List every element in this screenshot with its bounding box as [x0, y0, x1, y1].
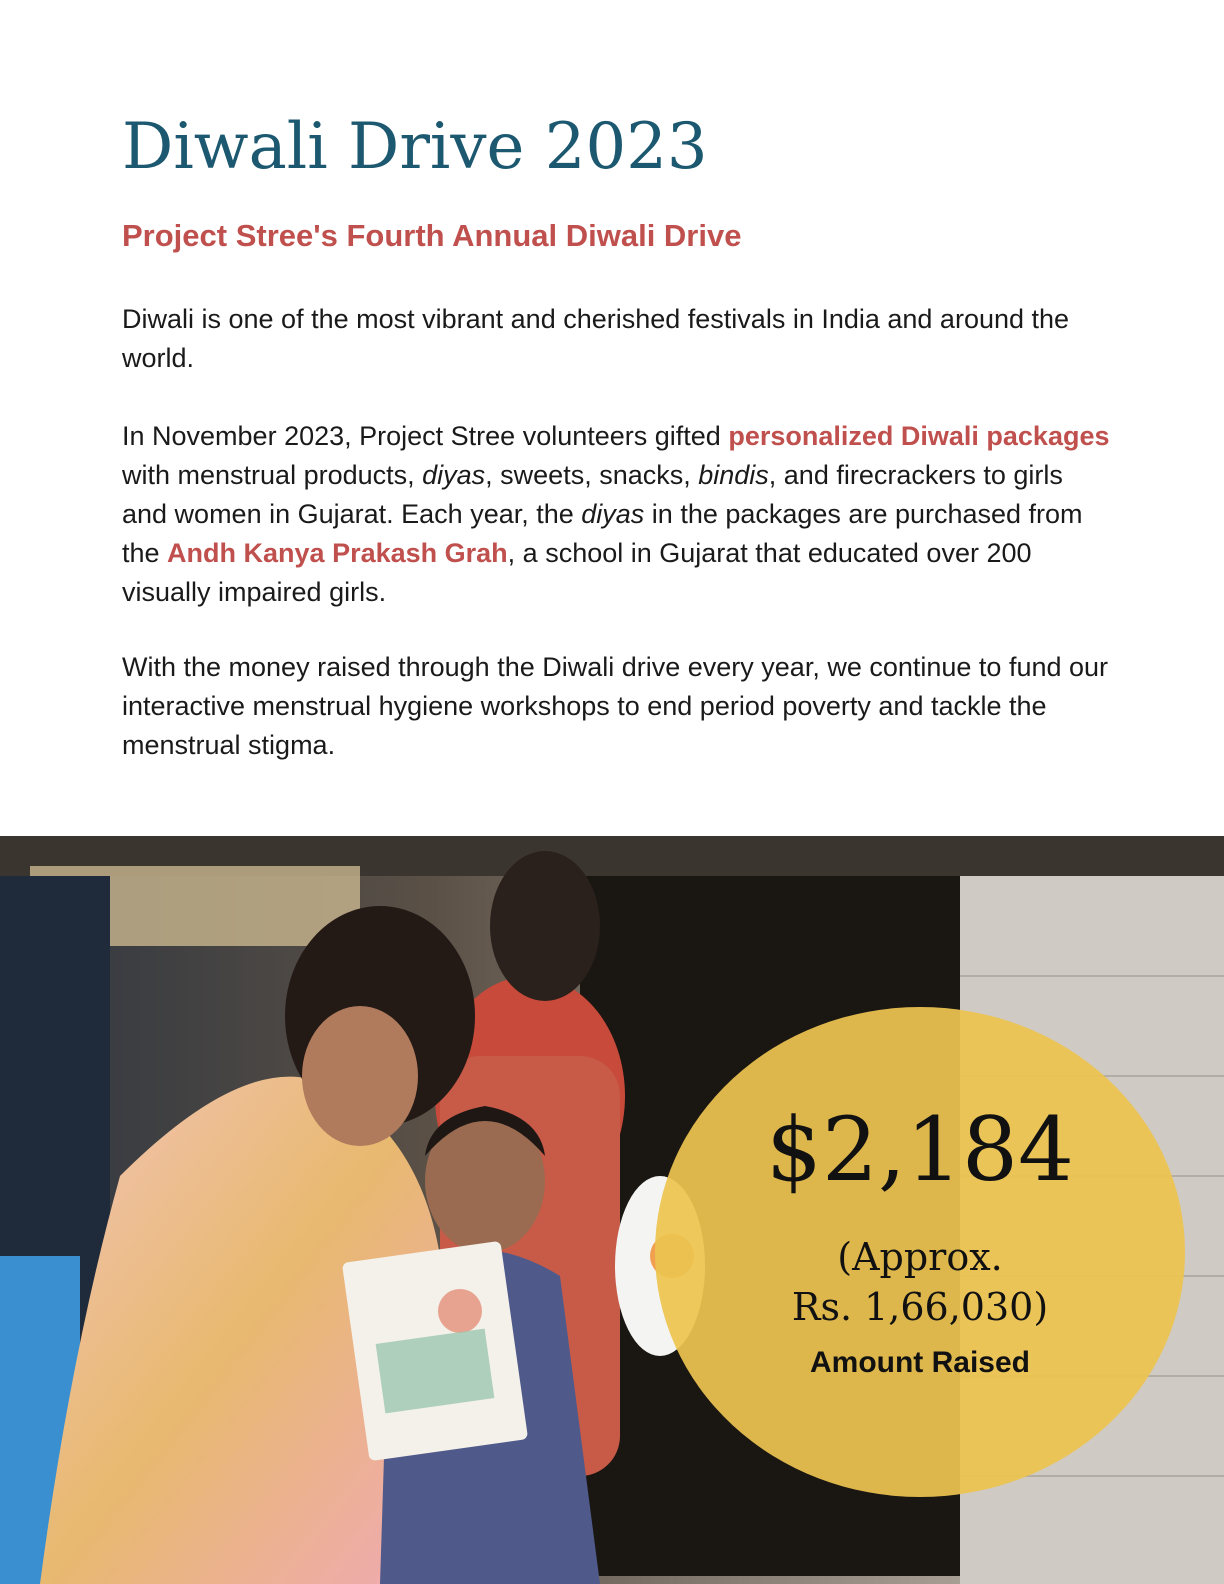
amount-raised-label: Amount Raised	[809, 1346, 1031, 1379]
drive-description-paragraph	[122, 417, 1112, 612]
funding-paragraph: With the money raised through the Diwali drive every year, we continue to fund our interactive menstrual hygiene workshops to end period poverty and tackle the menstrual stigma.	[122, 652, 1109, 760]
italic-bindis: bindis	[698, 460, 769, 490]
amount-rupees	[655, 1232, 1185, 1332]
highlight-school-name: Andh Kanya Prakash Grah	[167, 538, 508, 568]
paragraph-text: in the packages are purchased from the	[122, 499, 1083, 568]
page-subtitle: Project Stree's Fourth Annual Diwali Drive	[122, 218, 742, 253]
italic-diyas: diyas	[422, 460, 486, 490]
paragraph-text: In November 2023, Project Stree volunteers gifted	[122, 421, 729, 451]
paragraph-text: , sweets, snacks,	[485, 460, 699, 490]
paragraph-text: , a school in Gujarat that educated over 200 visually impaired girls.	[122, 538, 1032, 607]
approx-line-1: (Approx.	[837, 1235, 1003, 1279]
amount-raised-value: $2,184	[766, 1098, 1074, 1201]
intro-paragraph: Diwali is one of the most vibrant and cherished festivals in India and around the world.	[122, 304, 1070, 373]
highlight-packages: personalized Diwali packages	[728, 421, 1110, 451]
approx-line-2: Rs. 1,66,030)	[791, 1285, 1049, 1329]
paragraph-text: with menstrual products,	[122, 460, 423, 490]
italic-diyas: diyas	[581, 499, 645, 529]
page-title: Diwali Drive 2023	[122, 110, 708, 184]
paragraph-text: , and firecrackers to girls and women in Gujarat. Each year, the	[122, 460, 1063, 529]
